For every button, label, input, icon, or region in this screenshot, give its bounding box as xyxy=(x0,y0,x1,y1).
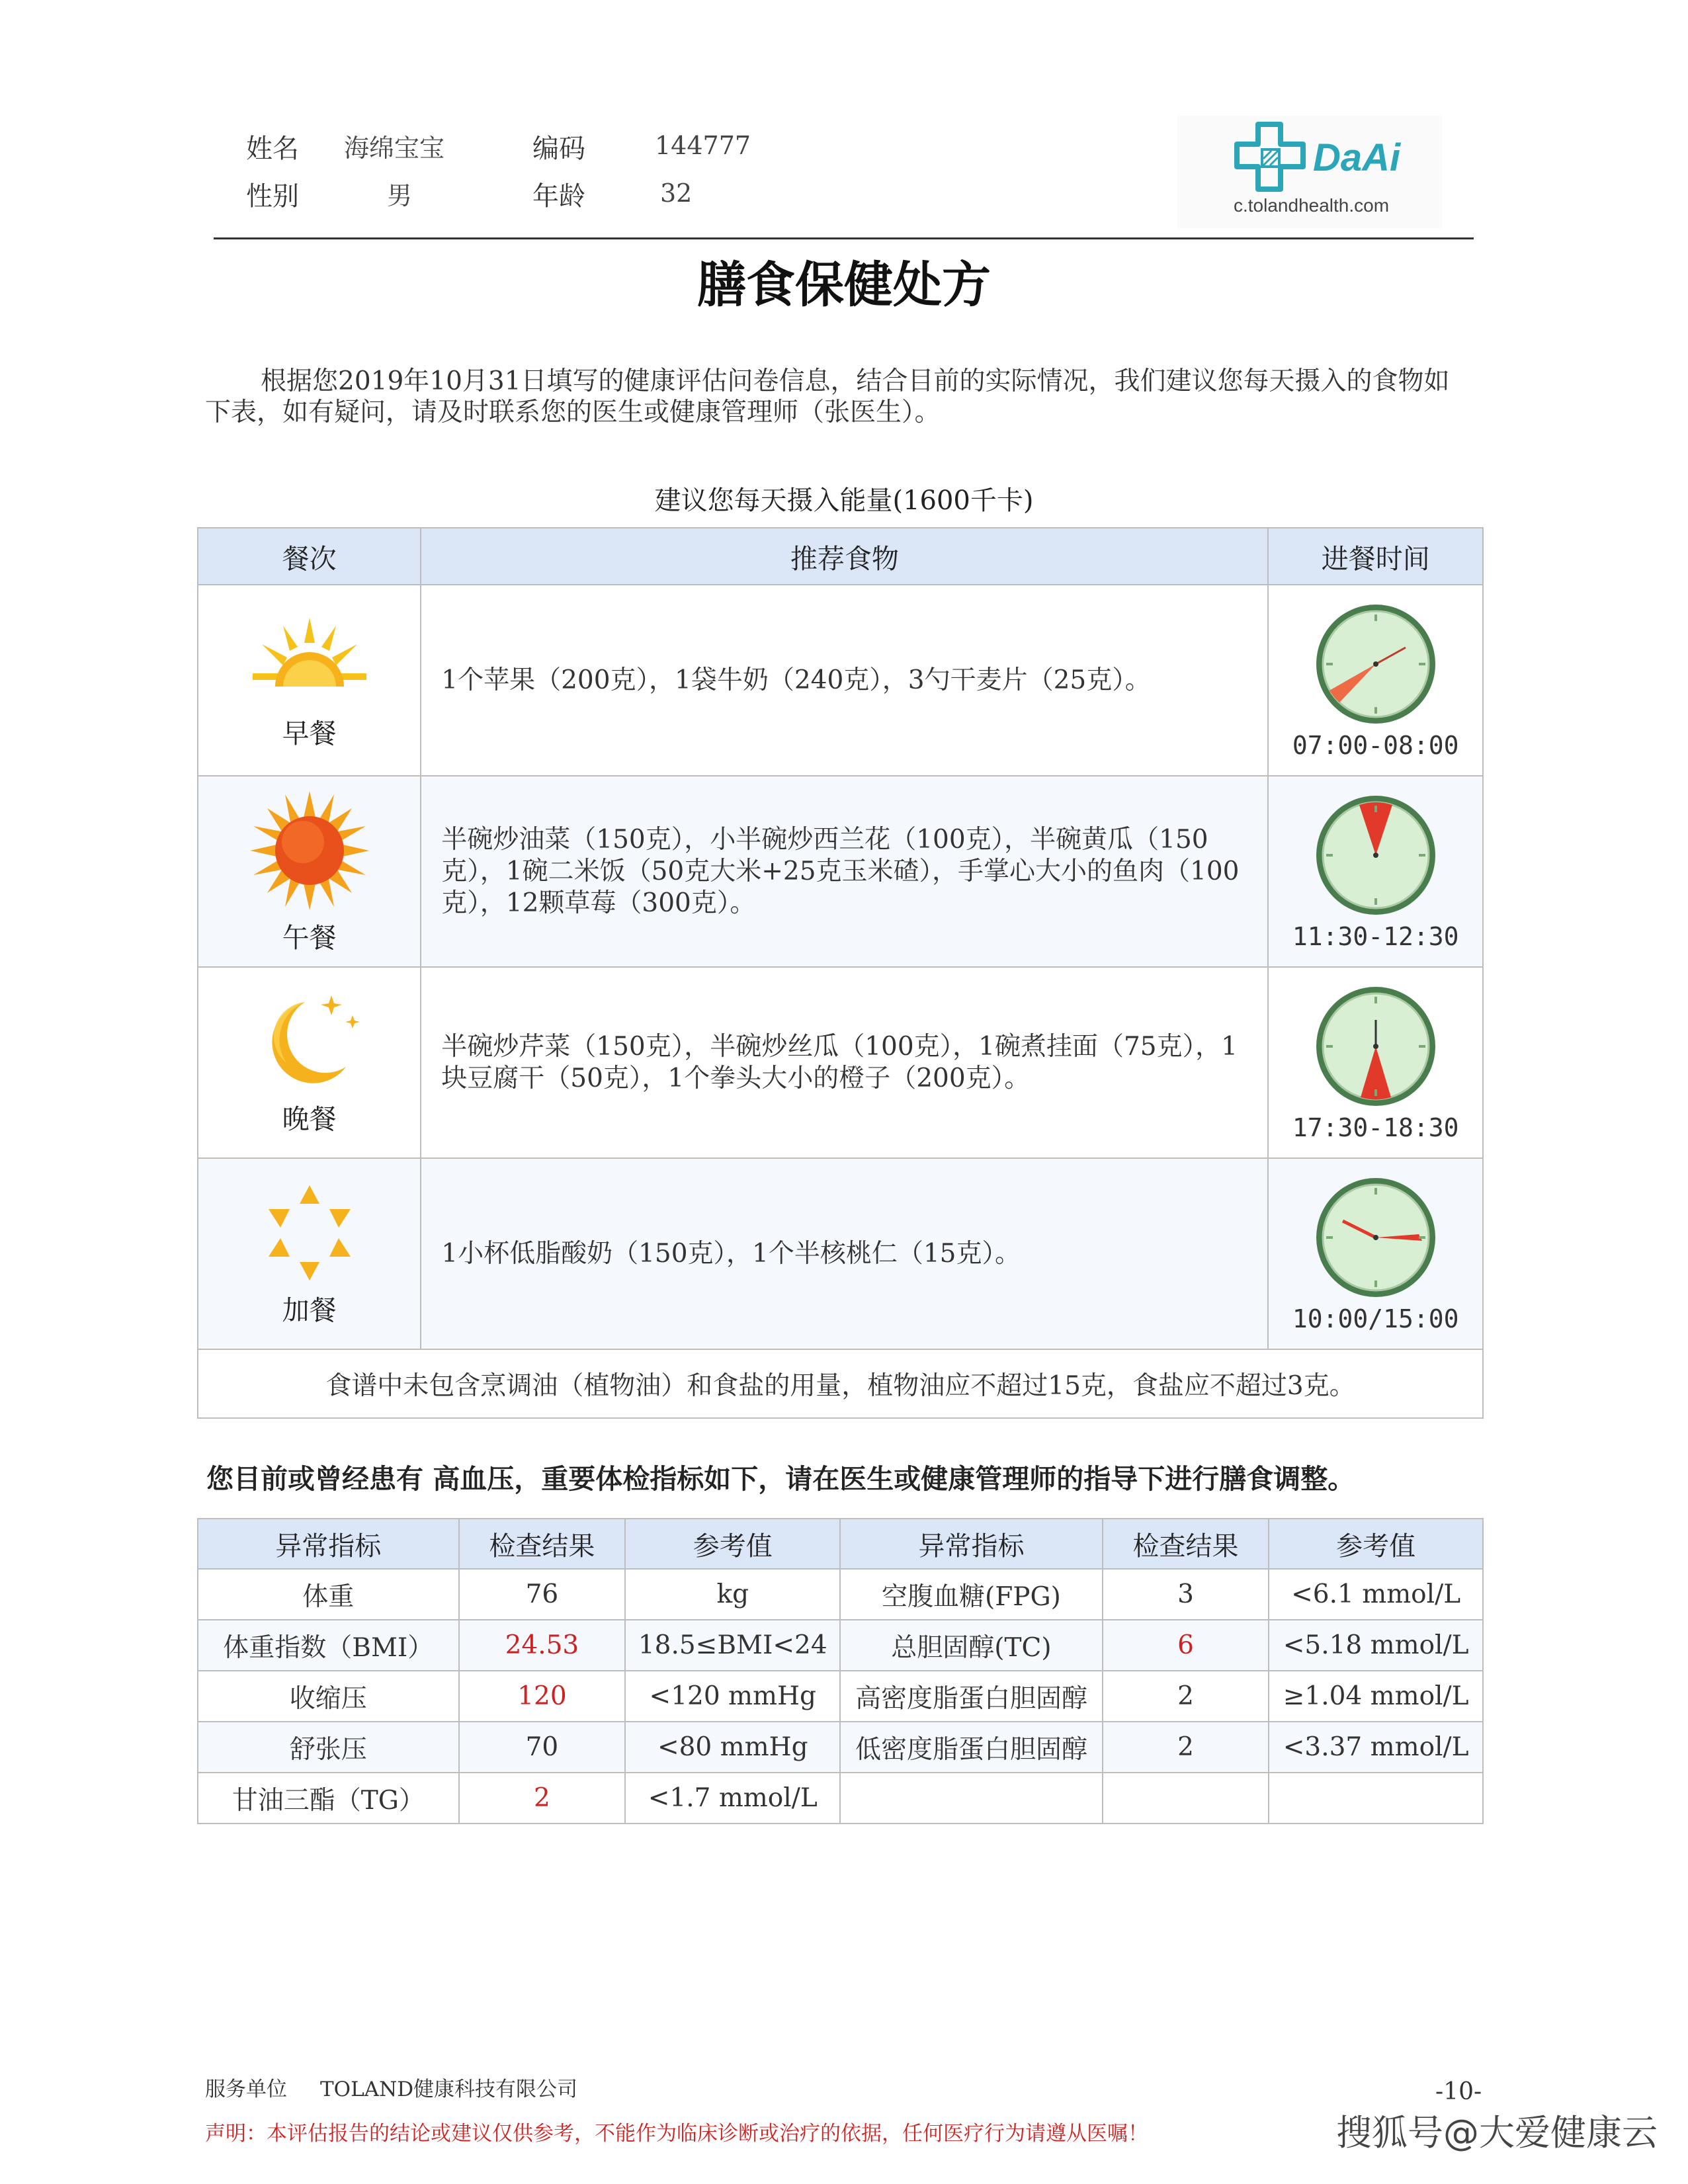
result-cell: 3 xyxy=(1103,1569,1269,1620)
indicator-cell: 低密度脂蛋白胆固醇 xyxy=(840,1722,1102,1773)
meal-cell xyxy=(198,967,421,1158)
service-unit xyxy=(205,2072,611,2102)
energy-caption: 建议您每天摄入能量(1600千卡) xyxy=(654,485,1034,516)
result-cell-abnormal: 6 xyxy=(1103,1620,1269,1671)
result-cell: 2 xyxy=(1103,1671,1269,1722)
meal-table-header xyxy=(198,528,1483,585)
lab-table xyxy=(197,1518,1484,1824)
result-cell: 70 xyxy=(459,1722,626,1773)
header-indicator: 异常指标 xyxy=(840,1519,1102,1569)
meal-cell xyxy=(198,776,421,967)
header-reference: 参考值 xyxy=(1269,1519,1483,1569)
meal-time: 17:30-18:30 xyxy=(1292,1113,1459,1142)
food-cell: 1个苹果（200克），1袋牛奶（240克），3勺干麦片（25克）。 xyxy=(421,585,1268,776)
reference-cell: 18.5≤BMI<24 xyxy=(625,1620,840,1671)
header-reference: 参考值 xyxy=(625,1519,840,1569)
time-cell xyxy=(1268,585,1483,776)
meal-table xyxy=(197,527,1484,1419)
table-row xyxy=(198,1773,1483,1824)
intro-paragraph: 根据您2019年10月31日填写的健康评估问卷信息，结合目前的实际情况，我们建议您每天摄入的食物如下表，如有疑问，请及时联系您的医生或健康管理师（张医生）。 xyxy=(205,366,1450,427)
table-row xyxy=(198,1158,1483,1349)
note-row xyxy=(198,1349,1483,1418)
moon-icon xyxy=(253,989,366,1095)
logo-brand: DaAi xyxy=(1313,136,1401,179)
page-title: 膳食保健处方 xyxy=(697,257,991,314)
table-row xyxy=(198,1722,1483,1773)
reference-cell: kg xyxy=(625,1569,840,1620)
header-result: 检查结果 xyxy=(459,1519,626,1569)
indicator-cell: 体重 xyxy=(198,1569,459,1620)
watermark: 搜狐号@大爱健康云 xyxy=(1336,2112,1658,2154)
logo-url: c.tolandhealth.com xyxy=(1234,195,1390,216)
meal-name: 加餐 xyxy=(282,1294,337,1326)
sunrise-icon xyxy=(243,610,376,709)
code-label: 编码 xyxy=(532,134,585,164)
reference-cell: <120 mmHg xyxy=(625,1671,840,1722)
meal-time: 11:30-12:30 xyxy=(1292,921,1459,951)
header-rule xyxy=(214,237,1474,239)
table-row xyxy=(198,967,1483,1158)
header-time: 进餐时间 xyxy=(1268,528,1483,585)
reference-cell: <1.7 mmol/L xyxy=(625,1773,840,1824)
result-cell: 2 xyxy=(1103,1722,1269,1773)
meal-cell xyxy=(198,1158,421,1349)
logo-cross-icon xyxy=(1232,119,1311,195)
meal-name: 午餐 xyxy=(282,922,337,954)
food-cell: 半碗炒芹菜（150克），半碗炒丝瓜（100克），1碗煮挂面（75克），1块豆腐干（50克），1个拳头大小的橙子（200克）。 xyxy=(421,967,1268,1158)
disclaimer: 声明：本评估报告的结论或建议仅供参考，不能作为临床诊断或治疗的依据，任何医疗行为请遵从医嘱！ xyxy=(205,2122,1148,2146)
table-row xyxy=(198,1671,1483,1722)
indicator-cell: 总胆固醇(TC) xyxy=(840,1620,1102,1671)
age-value: 32 xyxy=(660,179,693,208)
clock-icon xyxy=(1313,1175,1439,1300)
result-cell xyxy=(1103,1773,1269,1824)
reference-cell: <3.37 mmol/L xyxy=(1269,1722,1483,1773)
reference-cell: <5.18 mmol/L xyxy=(1269,1620,1483,1671)
result-cell-abnormal: 24.53 xyxy=(459,1620,626,1671)
sun-icon xyxy=(247,788,372,913)
indicator-cell: 体重指数（BMI） xyxy=(198,1620,459,1671)
table-row xyxy=(198,1620,1483,1671)
lab-table-header xyxy=(198,1519,1483,1569)
reference-cell: ≥1.04 mmol/L xyxy=(1269,1671,1483,1722)
clock-icon xyxy=(1313,792,1439,918)
reference-cell xyxy=(1269,1773,1483,1824)
header-result: 检查结果 xyxy=(1103,1519,1269,1569)
table-row xyxy=(198,585,1483,776)
clock-icon xyxy=(1313,984,1439,1109)
table-note: 食谱中未包含烹调油（植物油）和食盐的用量，植物油应不超过15克，食盐应不超过3克。 xyxy=(198,1349,1483,1418)
food-cell: 半碗炒油菜（150克），小半碗炒西兰花（100克），半碗黄瓜（150克），1碗二米饭（50克大米+25克玉米碴），手掌心大小的鱼肉（100克），12颗草莓（300克）。 xyxy=(421,776,1268,967)
name-label: 姓名 xyxy=(246,134,299,164)
meal-time: 10:00/15:00 xyxy=(1292,1304,1459,1333)
result-cell-abnormal: 2 xyxy=(459,1773,626,1824)
time-cell xyxy=(1268,776,1483,967)
table-row xyxy=(198,776,1483,967)
service-value: TOLAND健康科技有限公司 xyxy=(320,2078,578,2101)
clock-icon xyxy=(1313,601,1439,727)
gender-value: 男 xyxy=(387,181,413,210)
meal-name: 早餐 xyxy=(282,718,337,749)
indicator-cell: 甘油三酯（TG） xyxy=(198,1773,459,1824)
name-value: 海绵宝宝 xyxy=(344,134,445,163)
service-label: 服务单位 xyxy=(205,2078,287,2101)
indicator-cell xyxy=(840,1773,1102,1824)
warning-text: 您目前或曾经患有 高血压，重要体检指标如下，请在医生或健康管理师的指导下进行膳食调整。 xyxy=(206,1463,1355,1495)
indicator-cell: 舒张压 xyxy=(198,1722,459,1773)
gender-label: 性别 xyxy=(246,181,299,212)
header-food: 推荐食物 xyxy=(421,528,1268,585)
indicator-cell: 收缩压 xyxy=(198,1671,459,1722)
code-value: 144777 xyxy=(655,131,751,160)
time-cell xyxy=(1268,967,1483,1158)
age-label: 年龄 xyxy=(532,181,585,212)
reference-cell: <6.1 mmol/L xyxy=(1269,1569,1483,1620)
reference-cell: <80 mmHg xyxy=(625,1722,840,1773)
header-meal: 餐次 xyxy=(198,528,421,585)
time-cell xyxy=(1268,1158,1483,1349)
header-indicator: 异常指标 xyxy=(198,1519,459,1569)
meal-name: 晚餐 xyxy=(282,1103,337,1135)
indicator-cell: 空腹血糖(FPG) xyxy=(840,1569,1102,1620)
result-cell: 76 xyxy=(459,1569,626,1620)
table-row xyxy=(198,1569,1483,1620)
food-cell: 1小杯低脂酸奶（150克），1个半核桃仁（15克）。 xyxy=(421,1158,1268,1349)
page-number: -10- xyxy=(1435,2078,1482,2105)
star-sun-icon xyxy=(257,1180,362,1286)
meal-time: 07:00-08:00 xyxy=(1292,730,1459,760)
result-cell-abnormal: 120 xyxy=(459,1671,626,1722)
indicator-cell: 高密度脂蛋白胆固醇 xyxy=(840,1671,1102,1722)
meal-cell xyxy=(198,585,421,776)
